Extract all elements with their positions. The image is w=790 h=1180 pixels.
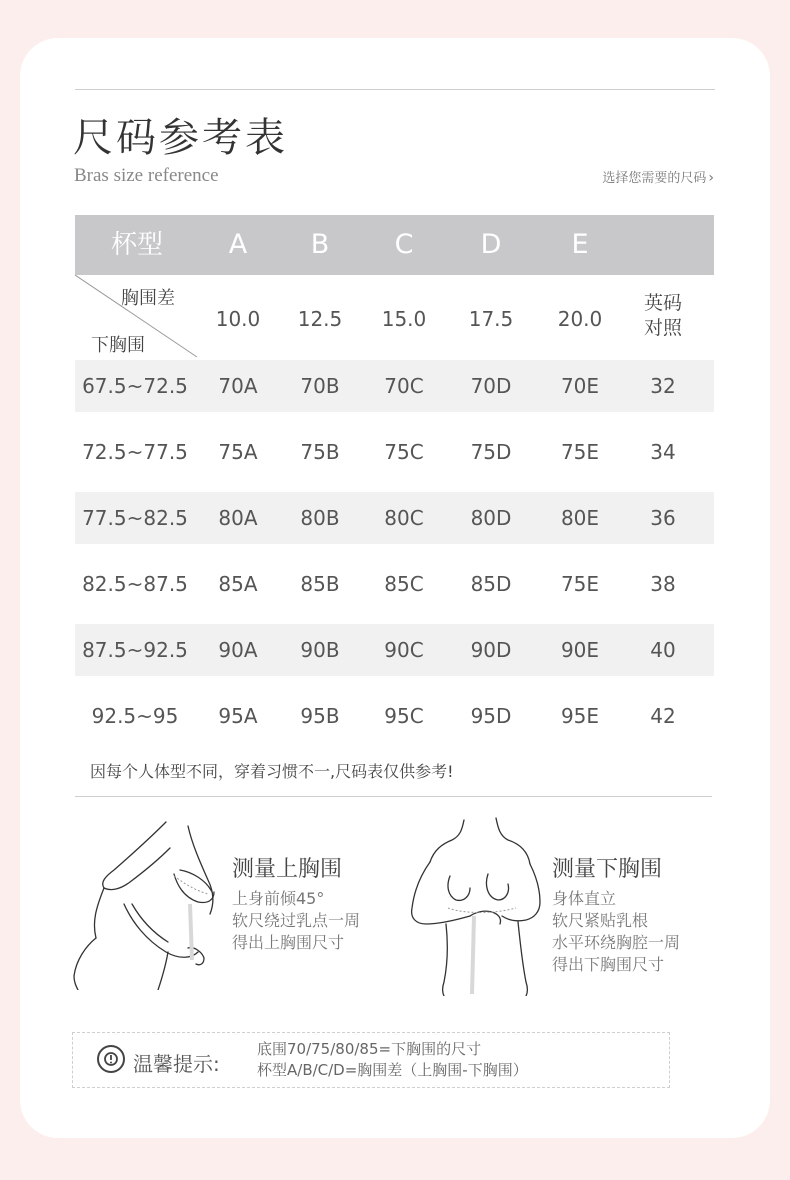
size-cell: 90D bbox=[470, 638, 512, 662]
uk-label-line-2: 对照 bbox=[643, 317, 682, 339]
bust-difference-row bbox=[75, 275, 714, 360]
size-cell: 70B bbox=[300, 374, 340, 398]
size-cell: 70A bbox=[218, 374, 258, 398]
size-cell: 75C bbox=[384, 440, 424, 464]
size-cell: 80E bbox=[560, 506, 600, 530]
select-size-link[interactable] bbox=[602, 167, 714, 186]
uk-size-cell: 34 bbox=[650, 440, 676, 464]
table-row bbox=[75, 690, 714, 742]
upper-bust-step: 上身前倾45° bbox=[232, 889, 325, 908]
table-header-row bbox=[75, 215, 714, 275]
top-divider bbox=[75, 89, 715, 90]
table-row bbox=[75, 492, 714, 544]
underbust-range: 87.5~92.5 bbox=[82, 638, 188, 662]
size-cell: 90A bbox=[218, 638, 258, 662]
size-cell: 85A bbox=[218, 572, 258, 596]
size-cell: 85B bbox=[300, 572, 340, 596]
bust-difference-label: 胸围差 bbox=[121, 288, 175, 309]
warm-tip-label: 温馨提示: bbox=[133, 1052, 220, 1076]
cup-header-d: D bbox=[480, 229, 502, 260]
warm-tip-lines bbox=[257, 1039, 528, 1081]
size-cell: 90B bbox=[300, 638, 340, 662]
size-cell: 95D bbox=[470, 704, 512, 728]
underbust-range: 72.5~77.5 bbox=[82, 440, 188, 464]
diff-value-a: 10.0 bbox=[215, 307, 261, 331]
size-cell: 75E bbox=[560, 440, 600, 464]
middle-divider bbox=[75, 796, 712, 797]
table-row bbox=[75, 426, 714, 478]
chevron-right-icon: › bbox=[708, 170, 714, 186]
size-cell: 80C bbox=[384, 506, 424, 530]
size-cell: 75A bbox=[218, 440, 258, 464]
size-cell: 70E bbox=[560, 374, 600, 398]
size-cell: 90E bbox=[560, 638, 600, 662]
size-cell: 95C bbox=[384, 704, 424, 728]
size-table bbox=[75, 215, 714, 742]
diff-value-e: 20.0 bbox=[557, 307, 603, 331]
diff-value-d: 17.5 bbox=[468, 307, 514, 331]
select-size-label: 选择您需要的尺码 bbox=[602, 171, 707, 186]
size-cell: 70D bbox=[470, 374, 512, 398]
size-cell: 90C bbox=[384, 638, 424, 662]
underbust-range: 77.5~82.5 bbox=[82, 506, 188, 530]
size-cell: 75B bbox=[300, 440, 340, 464]
cup-type-header: 杯型 bbox=[110, 230, 163, 260]
under-bust-title: 测量下胸围 bbox=[552, 857, 663, 882]
uk-size-cell: 42 bbox=[650, 704, 676, 728]
size-cell: 80A bbox=[218, 506, 258, 530]
upper-bust-measure-illustration bbox=[70, 818, 230, 990]
reference-note: 因每个人体型不同，穿着习惯不一,尺码表仅供参考! bbox=[90, 762, 454, 781]
cup-header-e: E bbox=[571, 229, 589, 260]
under-bust-step: 得出下胸围尺寸 bbox=[552, 955, 665, 974]
under-bust-measure-illustration bbox=[404, 816, 554, 996]
size-cell: 70C bbox=[384, 374, 424, 398]
size-cell: 75E bbox=[560, 572, 600, 596]
page-title: 尺码参考表 bbox=[73, 115, 288, 161]
table-row bbox=[75, 360, 714, 412]
table-row bbox=[75, 558, 714, 610]
size-cell: 75D bbox=[470, 440, 512, 464]
uk-size-cell: 40 bbox=[650, 638, 676, 662]
under-bust-step: 身体直立 bbox=[552, 889, 617, 908]
tip-icon bbox=[95, 1043, 127, 1075]
uk-size-cell: 32 bbox=[650, 374, 676, 398]
underbust-range: 92.5~95 bbox=[91, 704, 179, 728]
size-cell: 85C bbox=[384, 572, 424, 596]
diff-value-b: 12.5 bbox=[297, 307, 343, 331]
underbust-range: 82.5~87.5 bbox=[82, 572, 188, 596]
cup-header-b: B bbox=[310, 229, 330, 260]
diff-value-c: 15.0 bbox=[381, 307, 427, 331]
under-bust-step: 软尺紧贴乳根 bbox=[552, 911, 649, 930]
page-subtitle: Bras size reference bbox=[74, 165, 219, 186]
upper-bust-title: 测量上胸围 bbox=[232, 857, 343, 882]
uk-size-cell: 36 bbox=[650, 506, 676, 530]
size-cell: 95E bbox=[560, 704, 600, 728]
upper-bust-step: 软尺绕过乳点一周 bbox=[232, 911, 361, 930]
size-cell: 80D bbox=[470, 506, 512, 530]
cup-header-a: A bbox=[228, 229, 248, 260]
under-bust-step: 水平环绕胸腔一周 bbox=[552, 933, 681, 952]
cup-header-c: C bbox=[394, 229, 414, 260]
upper-bust-step: 得出上胸围尺寸 bbox=[232, 933, 345, 952]
uk-size-cell: 38 bbox=[650, 572, 676, 596]
table-row bbox=[75, 624, 714, 676]
uk-label-line-1: 英码 bbox=[643, 292, 682, 314]
size-cell: 95B bbox=[300, 704, 340, 728]
warm-tip-line: 杯型A/B/C/D=胸围差（上胸围-下胸围） bbox=[257, 1061, 528, 1079]
underbust-range: 67.5~72.5 bbox=[82, 374, 188, 398]
underbust-label: 下胸围 bbox=[91, 335, 145, 356]
warm-tip-box bbox=[72, 1032, 670, 1088]
uk-size-header bbox=[630, 291, 696, 341]
size-cell: 85D bbox=[470, 572, 512, 596]
warm-tip-line: 底围70/75/80/85=下胸围的尺寸 bbox=[257, 1040, 482, 1058]
size-cell: 95A bbox=[218, 704, 258, 728]
size-cell: 80B bbox=[300, 506, 340, 530]
